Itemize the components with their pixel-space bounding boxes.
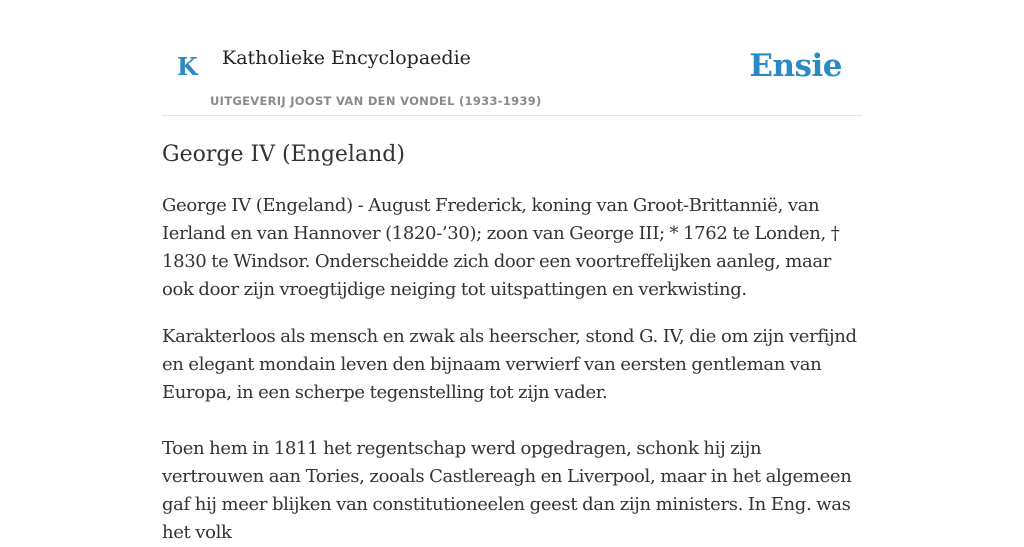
- article-paragraph-3: Toen hem in 1811 het regentschap werd opgedragen, schonk hij zijn vertrouwen aan Tories, zooals Castlereagh en Liverpool, maar in het algemeen gaf hij meer blijken van constitutioneelen geest dan zijn ministers. In Eng. was het volk: [162, 438, 852, 543]
- encyclopedia-logo[interactable]: K: [177, 52, 198, 81]
- site-header: [162, 0, 862, 116]
- ensie-brand-logo[interactable]: Ensie: [749, 48, 842, 84]
- article-title: George IV (Engeland): [162, 142, 405, 167]
- article-paragraph-2: Karakterloos als mensch en zwak als heerscher, stond G. IV, die om zijn verfijnd en elegant mondain leven den bijnaam verwierf van eersten gentleman van Europa, in een scherpe tegenstelling tot zijn vader.: [162, 326, 857, 403]
- publisher-subtitle: UITGEVERIJ JOOST VAN DEN VONDEL (1933-1939): [210, 94, 542, 108]
- content-container: [162, 0, 862, 543]
- article-paragraph-1: George IV (Engeland) - August Frederick, koning van Groot-Brittannië, van Ierland en van Hannover (1820-’30); zoon van George III; * 1762 te Londen, † 1830 te Windsor. Onderscheidde zich door een voortreffelijken aanleg, maar ook door zijn vroegtijdige neiging tot uitspattingen en verkwisting.: [162, 195, 840, 300]
- site-title[interactable]: Katholieke Encyclopaedie: [222, 47, 471, 69]
